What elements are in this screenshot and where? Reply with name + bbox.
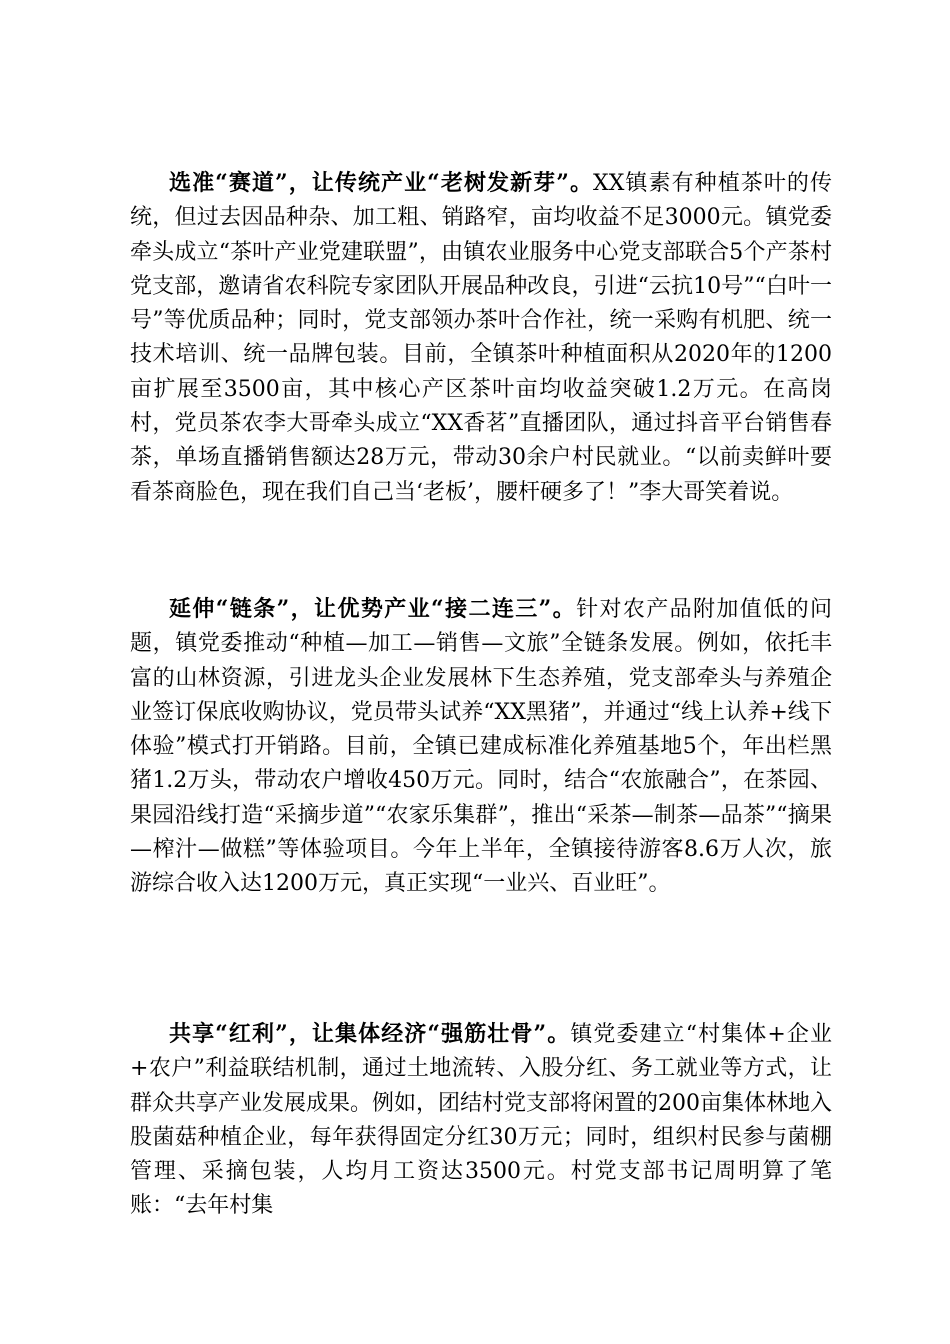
paragraph-body: 针对农产品附加值低的问题，镇党委推动“种植—加工—销售—文旅”全链条发展。例如，依托丰富的山林资源，引进龙头企业发展林下生态养殖，党支部牵头与养殖企业签订保底收购协议，党员带头试养“XX黑猪”，并通过“线上认养+线下体验”模式打开销路。目前，全镇已建成标准化养殖基地5个，年出栏黑猪1.2万头，带动农户增收450万元。同时，结合“农旅融合”，在茶园、果园沿线打造“采摘步道”“农家乐集群”，推出“采茶—制茶—品茶”“摘果—榨汁—做糕”等体验项目。今年上半年，全镇接待游客8.6万人次，旅游综合收入达1200万元，真正实现“一业兴、百业旺”。	[130, 597, 832, 897]
paragraph-heading: 延伸“链条”，让优势产业“接二连三”。	[169, 596, 577, 622]
paragraph-collective-economy	[130, 1017, 832, 1224]
paragraph-body: XX镇素有种植茶叶的传统，但过去因品种杂、加工粗、销路窄，亩均收益不足3000元。镇党委牵头成立“茶叶产业党建联盟”，由镇农业服务中心党支部联合5个产茶村党支部，邀请省农科院专家团队开展品种改良，引进“云抗10号”“白叶一号”等优质品种；同时，党支部领办茶叶合作社，统一采购有机肥、统一技术培训、统一品牌包装。目前，全镇茶叶种植面积从2020年的1200亩扩展至3500亩，其中核心产区茶叶亩均收益突破1.2万元。在高岗村，党员茶农李大哥牵头成立“XX香茗”直播团队，通过抖音平台销售春茶，单场直播销售额达28万元，带动30余户村民就业。“以前卖鲜叶要看茶商脸色，现在我们自己当‘老板’，腰杆硬多了！”李大哥笑着说。	[130, 171, 832, 505]
paragraph-heading: 选准“赛道”，让传统产业“老树发新芽”。	[169, 170, 594, 196]
paragraph-industry-chain	[130, 592, 832, 902]
paragraph-body: 镇党委建立“村集体+企业+农户”利益联结机制，通过土地流转、入股分红、务工就业等方式，让群众共享产业发展成果。例如，团结村党支部将闲置的200亩集体林地入股菌菇种植企业，每年获得固定分红30万元；同时，组织村民参与菌棚管理、采摘包装，人均月工资达3500元。村党支部书记周明算了笔账：“去年村集	[130, 1022, 832, 1219]
paragraph-heading: 共享“红利”，让集体经济“强筋壮骨”。	[169, 1021, 571, 1047]
paragraph-tea-industry	[130, 166, 832, 510]
